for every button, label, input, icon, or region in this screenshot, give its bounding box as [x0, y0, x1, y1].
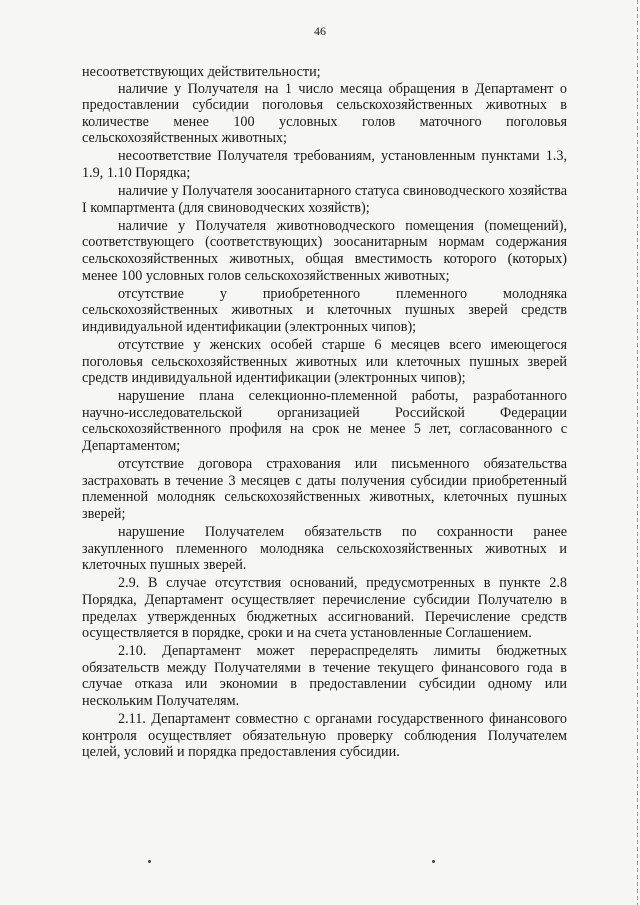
paragraph-2-11: 2.11. Департамент совместно с органами государственного финансового контроля осуществляет обязательную проверку соблюдения Получателем целей, условий и порядка предоставления субсидии. — [82, 711, 567, 761]
page-number: 46 — [314, 24, 326, 38]
paragraph: наличие у Получателя зоосанитарного статуса свиноводческого хозяйства I компартмента (для свиноводческих хозяйств); — [82, 183, 567, 216]
paragraph: отсутствие у женских особей старше 6 месяцев всего имеющегося поголовья сельскохозяйственных животных или клеточных пушных зверей средств индивидуальной идентификации (электронных чипов); — [82, 337, 567, 387]
paragraph-2-9: 2.9. В случае отсутствия оснований, предусмотренных в пункте 2.8 Порядка, Департамент осуществляет перечисление субсидии Получателю в пределах утвержденных бюджетных ассигнований. Перечисление средств осуществляется в порядке, сроки и на счета установленные Соглашением. — [82, 575, 567, 642]
paragraph: несоответствие Получателя требованиям, установленным пунктами 1.3, 1.9, 1.10 Порядка; — [82, 148, 567, 182]
paragraph: нарушение плана селекционно-племенной работы, разработанного научно-исследовательской организацией Российской Федерации сельскохозяйственного профиля на срок не менее 5 лет, согласованного с Департаментом; — [82, 388, 567, 455]
scan-speck — [148, 860, 151, 863]
paragraph: наличие у Получателя на 1 число месяца обращения в Департамент о предоставлении субсидии поголовья сельскохозяйственных животных в количестве менее 100 условных голов маточного поголовья сельскохозяйственных животных; — [82, 80, 567, 147]
document-body — [82, 64, 567, 761]
paragraph: отсутствие договора страхования или письменного обязательства застраховать в течение 3 месяцев с даты получения субсидии приобретенный племенной молодняк сельскохозяйственных животных, клеточных пушных зверей; — [82, 456, 567, 522]
paragraph-2-10: 2.10. Департамент может перераспределять лимиты бюджетных обязательств между Получателями в течение текущего финансового года в случае отказа или экономии в предоставлении субсидии одному или нескольким Получателям. — [82, 643, 567, 709]
paragraph: наличие у Получателя животноводческого помещения (помещений), соответствующего (соответствующих) зоосанитарным нормам содержания сельскохозяйственных животных, общая вместимость которого (которых) менее 100 условных голов сельскохозяйственных животных; — [82, 217, 567, 284]
paragraph-continuation: несоответствующих действительности; — [82, 64, 321, 80]
paragraph: отсутствие у приобретенного племенного молодняка сельскохозяйственных животных и клеточных пушных зверей средств индивидуальной идентификации (электронных чипов); — [82, 285, 567, 335]
scan-speck — [432, 860, 435, 863]
paragraph: нарушение Получателем обязательств по сохранности ранее закупленного племенного молодняка сельскохозяйственных животных и клеточных пушных зверей. — [82, 524, 567, 574]
page-edge — [637, 0, 638, 905]
